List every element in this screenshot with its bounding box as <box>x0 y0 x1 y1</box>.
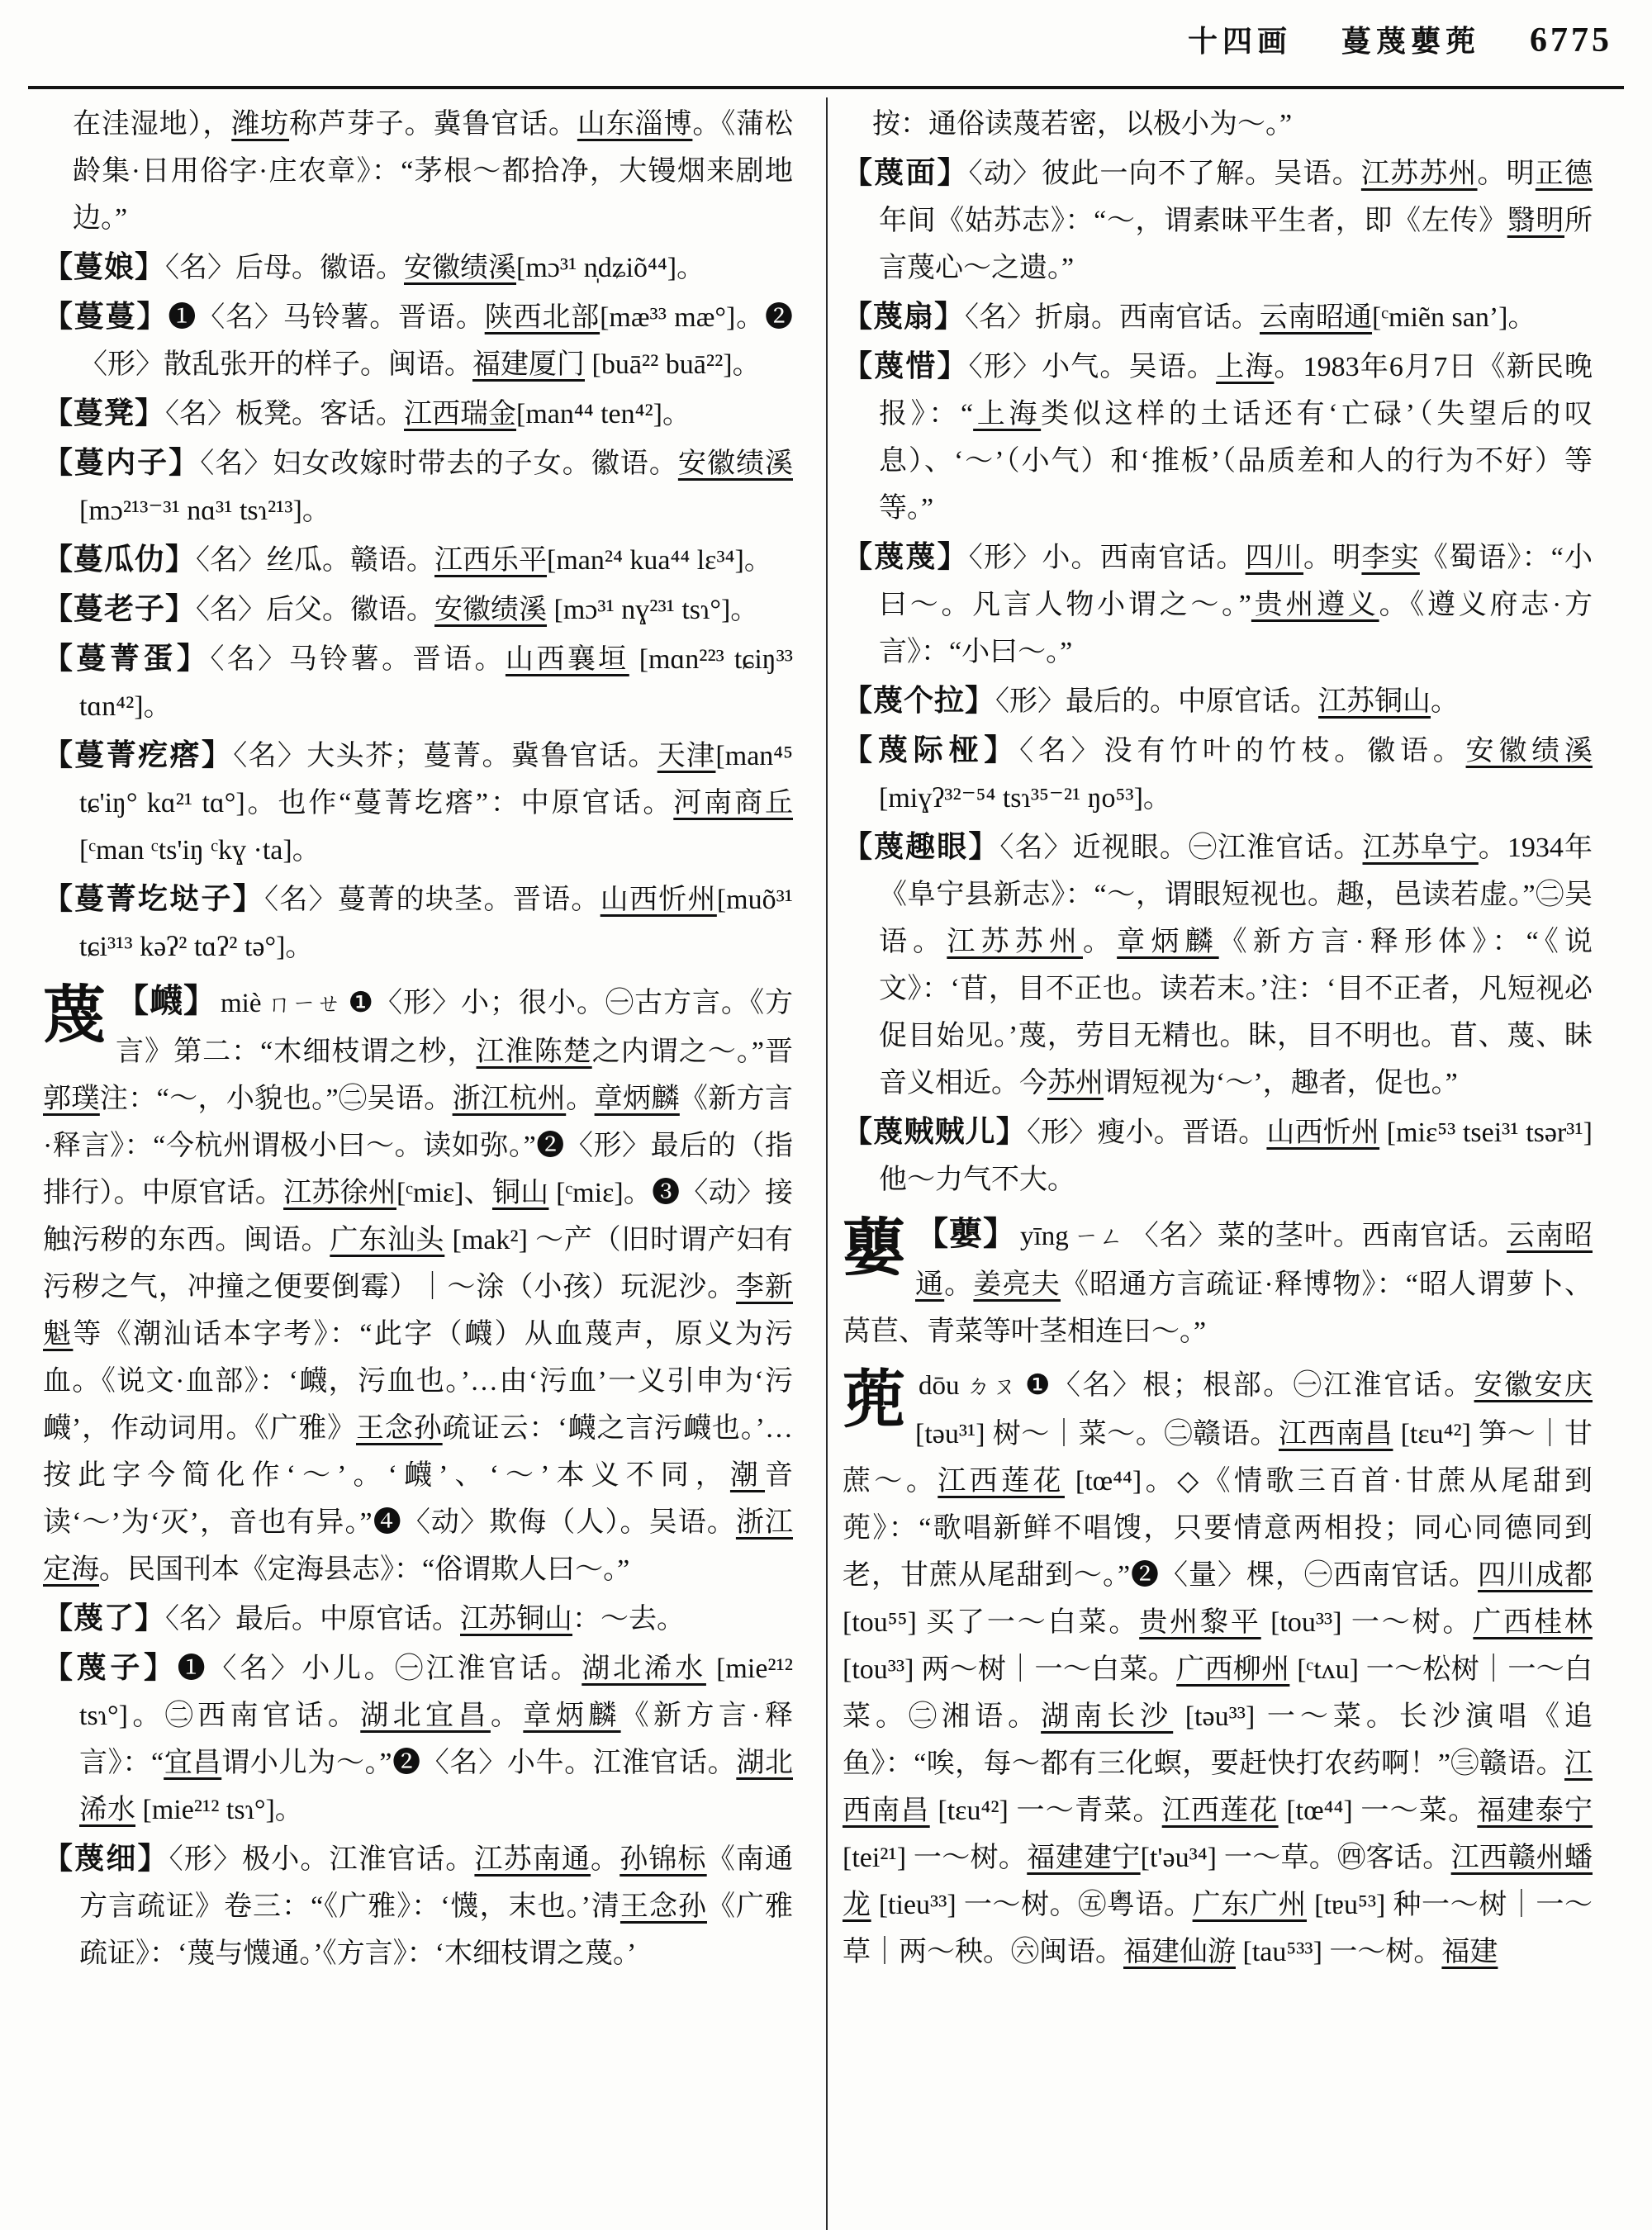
proper-noun: 江西莲花 <box>1161 1796 1279 1826</box>
headword: 【蔓老子】 <box>43 592 197 625</box>
entry-蔑了: 【蔑了】〈名〉最后。中原官话。江苏铜山：～去。 <box>43 1601 686 1635</box>
entry-蔑蔑: 【蔑蔑】〈形〉小。西南官话。四川。明李实《蜀语》：“小曰～。凡言人物小谓之～。”贵州遵义。《遵义府志·方言》：“小曰～。” <box>843 540 1593 667</box>
proper-noun: 山西襄垣 <box>505 644 629 675</box>
proper-noun: 福建仙游 <box>1123 1937 1236 1967</box>
stroke-section-label: 十四画 <box>1187 25 1292 58</box>
proper-noun: 江西赣州蟠龙 <box>843 1843 1593 1920</box>
headword: 【蔓菁圪垯子】 <box>43 882 265 915</box>
zhuyin: ㄉㄡ <box>964 1374 1018 1400</box>
headword: 【蔑子】 <box>43 1651 178 1684</box>
headword: 【蔑趣眼】 <box>843 830 1000 863</box>
proper-noun: 江淮陈楚 <box>476 1037 592 1067</box>
proper-noun: 王念孙 <box>356 1413 443 1444</box>
headword: 【蔓蔓】 <box>43 300 169 333</box>
proper-noun: 天津 <box>657 741 716 771</box>
proper-noun: 江苏苏州 <box>1360 159 1478 189</box>
proper-noun: 广东汕头 <box>330 1225 445 1255</box>
proper-noun: 潍坊 <box>231 109 290 140</box>
headword: 【蔑了】 <box>43 1601 166 1635</box>
proper-noun: 江西南昌 <box>843 1748 1593 1826</box>
headword: 【蔓菁蛋】 <box>43 642 211 675</box>
entry-蔑趣眼: 【蔑趣眼】〈名〉近视眼。㊀江淮官话。江苏阜宁。1934年《阜宁县新志》：“～，谓眼短视也。趣，邑读若虚。”㊁吴语。江苏苏州。章炳麟《新方言·释形体》：“《说文》：‘苜，目不正也。读若末。’注：‘目不正者，凡短视必促目始见。’蔑，劳目无精也。眛，目不明也。苜、蔑、眛音义相近。今苏州谓短视为‘～’，趣者，促也。” <box>843 830 1593 1098</box>
proper-noun: 浙江杭州 <box>452 1084 567 1114</box>
headword: 【蔑惜】 <box>843 349 969 382</box>
entry-蔑惜: 【蔑惜】〈形〉小气。吴语。上海。1983年6月7日《新民晚报》：“上海类似这样的土话还有‘亡碌’（失望后的叹息）、‘～’（小气）和‘推板’（品质差和人的行为不好）等等。” <box>843 349 1593 524</box>
proper-noun: 陕西北部 <box>484 302 601 333</box>
proper-noun: 翳明 <box>1507 206 1565 236</box>
headword: 【蔓内子】 <box>43 446 201 479</box>
right-column <box>843 101 1593 2230</box>
proper-noun: 章炳麟 <box>1117 927 1219 957</box>
proper-noun: 江西南昌 <box>1278 1419 1393 1450</box>
proper-noun: 安徽绩溪 <box>1465 736 1593 766</box>
proper-noun: 江苏阜宁 <box>1362 833 1479 863</box>
headword: 【蔑个拉】 <box>843 684 996 717</box>
proper-noun: 广东广州 <box>1192 1890 1308 1920</box>
entry-蔓内子: 【蔓内子】〈名〉妇女改嫁时带去的子女。徽语。安徽绩溪[mɔ²¹³⁻³¹ nɑ³¹ tsɿ²¹³]。 <box>43 446 793 526</box>
entry-蔓菁圪垯子: 【蔓菁圪垯子】〈名〉蔓菁的块茎。晋语。山西忻州[muõ³¹ tɕi³¹³ kəʔ² tɑʔ² tə°]。 <box>43 882 793 962</box>
proper-noun: 江苏苏州 <box>947 927 1083 957</box>
proper-noun: 安徽安庆 <box>1474 1370 1593 1401</box>
proper-noun: 四川 <box>1245 543 1304 573</box>
headword: 【蔑蔑】 <box>843 540 969 573</box>
proper-noun: 云南昭通 <box>1260 302 1373 333</box>
proper-noun: 章炳麟 <box>594 1084 680 1114</box>
proper-noun: 江苏南通 <box>474 1844 591 1875</box>
zhuyin: ㄧㄥ <box>1073 1224 1124 1250</box>
entry-蔑细: 【蔑细】〈形〉极小。江淮官话。江苏南通。孙锦标《南通方言疏证》卷三：“《广雅》：‘懱，末也。’清王念孙《广雅疏证》：‘蔑与懱通。’《方言》：‘木细枝谓之蔑。’ <box>43 1842 793 1969</box>
headword: 【蔓瓜仂】 <box>43 543 197 576</box>
proper-noun: 王念孙 <box>620 1891 707 1922</box>
proper-noun: 山西忻州 <box>600 885 717 915</box>
zhuyin: ㄇㄧㄝ <box>266 991 342 1018</box>
entry-蔑面: 【蔑面】〈动〉彼此一向不了解。吴语。江苏苏州。明正德年间《姑苏志》：“～，谓素昧平生者，即《左传》翳明所言蔑心～之遗。” <box>843 156 1593 283</box>
proper-noun: 湖北宜昌 <box>360 1701 491 1731</box>
pinyin: yīng <box>1020 1222 1069 1251</box>
entry-蔑扇: 【蔑扇】〈名〉折扇。西南官话。云南昭通[ᶜmiẽn san’]。 <box>843 300 1536 333</box>
proper-noun: 湖南长沙 <box>1041 1701 1174 1732</box>
proper-noun: 正德 <box>1535 159 1593 189</box>
headword: 【蔓凳】 <box>43 396 166 429</box>
proper-noun: 广西桂林 <box>1473 1607 1593 1638</box>
headword: 【蔓娘】 <box>43 250 166 283</box>
big-headword-character: 蘡 <box>843 1214 905 1283</box>
entry-蔓瓜仂: 【蔓瓜仂】〈名〉丝瓜。赣语。江西乐平[man²⁴ kua⁴⁴ lɛ³⁴]。 <box>43 543 772 576</box>
big-headword-character: 蔑 <box>43 981 106 1051</box>
proper-noun: 江苏铜山 <box>460 1604 573 1635</box>
proper-noun: 苏州 <box>1047 1068 1104 1098</box>
proper-noun: 江西莲花 <box>938 1466 1065 1497</box>
proper-noun: 贵州黎平 <box>1139 1607 1261 1638</box>
proper-noun: 郭璞 <box>43 1084 100 1114</box>
text-columns <box>43 101 1619 2230</box>
headword: 【蔑扇】 <box>843 300 966 333</box>
variant-headword: 【衊】 <box>116 982 218 1019</box>
left-column <box>43 101 793 2230</box>
proper-noun: 李实 <box>1361 543 1420 573</box>
continuation-paragraph: 按：通俗读蔑若密，以极小为～。” <box>872 109 1293 140</box>
entry-蔑贼贼儿: 【蔑贼贼儿】〈形〉瘦小。晋语。山西忻州 [miɛ⁵³ tsei³¹ tsər³¹] 他～力气不大。 <box>843 1115 1593 1195</box>
proper-noun: 铜山 <box>491 1178 549 1208</box>
proper-noun: 上海 <box>1216 352 1275 382</box>
proper-noun: 广西柳州 <box>1176 1654 1290 1685</box>
proper-noun: 湖北浠水 <box>582 1654 706 1684</box>
proper-noun: 山东淄博 <box>577 109 693 140</box>
proper-noun: 潮 <box>729 1460 766 1491</box>
big-entry-蘡: 蘡 【蘡】 yīng ㄧㄥ 〈名〉菜的茎叶。西南官话。云南昭通。姜亮夫《昭通方言疏证·释博物》：“昭人谓萝卜、莴苣、青菜等叶茎相连曰～。” <box>843 1210 1593 1355</box>
proper-noun: 福建 <box>1441 1937 1498 1967</box>
headword: 【蔑细】 <box>43 1842 169 1875</box>
entry-蔑际桠: 【蔑际桠】〈名〉没有竹叶的竹枝。徽语。安徽绩溪[miɣʔ³²⁻⁵⁴ tsɿ³⁵⁻²¹ ŋo⁵³]。 <box>843 733 1593 814</box>
big-entry-蔑: 蔑 【衊】 miè ㄇㄧㄝ ❶〈形〉小；很小。㊀古方言。《方言》第二：“木细枝谓之杪，江淮陈楚之内谓之～。”晋郭璞注：“～，小貌也。”㊁吴语。浙江杭州。章炳麟《新方言·释言》：“今杭州谓极小曰～。读如弥。”❷〈形〉最后的（指排行）。中原官话。江苏徐州[ᶜmiɛ]、铜山 [ᶜmiɛ]。❸〈动〉接触污秽的东西。闽语。广东汕头 [mak²] ～产（旧时谓产妇有污秽之气，冲撞之便要倒霉）｜～涂（小孩）玩泥沙。李新魁等《潮汕话本字考》：“此字（衊）从血蔑声，原义为污血。《说文·血部》：‘衊，污血也。’…由‘污血’一义引申为‘污衊’，作动词用。《广雅》王念孙疏证云：‘衊之言污衊也。’…按此字今简化作‘～’。‘衊’、‘～’本义不同，潮音读‘～’为‘灭’，音也有异。”❹〈动〉欺侮（人）。吴语。浙江定海。民国刊本《定海县志》：“俗谓欺人曰～。” <box>43 977 793 1593</box>
entry-蔑子: 【蔑子】❶〈名〉小儿。㊀江淮官话。湖北浠水 [mie²¹² tsɿ°]。㊁西南官话。湖北宜昌。章炳麟《新方言·释言》：“宜昌谓小儿为～。”❷〈名〉小牛。江淮官话。湖北浠水 [mie²¹² tsɿ°]。 <box>43 1651 793 1825</box>
proper-noun: 江苏铜山 <box>1318 686 1431 717</box>
proper-noun: 安徽绩溪 <box>677 448 793 479</box>
entry-蔓老子: 【蔓老子】〈名〉后父。徽语。安徽绩溪 [mɔ³¹ nɣ²³¹ tsɿ°]。 <box>43 592 759 625</box>
page-headwords: 蔓蔑蘡蔸 <box>1341 25 1480 58</box>
proper-noun: 上海 <box>973 399 1042 429</box>
entry-蔓菁疙瘩: 【蔓菁疙瘩】〈名〉大头芥；蔓菁。冀鲁官话。天津[man⁴⁵ tɕ'iŋ° kɑ²¹ tɑ°]。也作“蔓菁圪瘩”：中原官话。河南商丘 [ᶜman ᶜts'iŋ ᶜkɣ ·ta]。 <box>43 738 793 866</box>
proper-noun: 河南商丘 <box>673 788 793 818</box>
proper-noun: 江西瑞金 <box>404 399 517 429</box>
pinyin: dōu <box>919 1371 960 1401</box>
proper-noun: 江苏徐州 <box>283 1178 396 1208</box>
proper-noun: 云南昭通 <box>915 1221 1593 1300</box>
entry-蔓凳: 【蔓凳】〈名〉板凳。客话。江西瑞金[man⁴⁴ ten⁴²]。 <box>43 396 691 429</box>
proper-noun: 安徽绩溪 <box>404 253 517 283</box>
proper-noun: 四川成都 <box>1478 1560 1593 1591</box>
running-head <box>0 18 1612 76</box>
proper-noun: 章炳麟 <box>523 1701 621 1731</box>
proper-noun: 贵州遵义 <box>1251 590 1379 620</box>
page-number: 6775 <box>1530 21 1612 59</box>
proper-noun: 福建建宁 <box>1027 1843 1141 1873</box>
proper-noun: 宜昌 <box>164 1748 222 1778</box>
headword: 【蔑际桠】 <box>843 733 1020 766</box>
header-rule <box>28 86 1624 89</box>
proper-noun: 江西乐平 <box>434 545 548 576</box>
proper-noun: 浙江定海 <box>43 1507 793 1585</box>
headword: 【蔓菁疙瘩】 <box>43 738 234 771</box>
proper-noun: 姜亮夫 <box>973 1269 1061 1300</box>
continuation-paragraph: 在洼湿地），潍坊称芦芽子。冀鲁官话。山东淄博。《蒲松龄集·日用俗字·庄农章》：“茅根～都拾净，大镘烟来剧地边。” <box>73 109 793 234</box>
proper-noun: 安徽绩溪 <box>434 595 548 625</box>
entry-蔓娘: 【蔓娘】〈名〉后母。徽语。安徽绩溪[mɔ³¹ n̩dʑiõ⁴⁴]。 <box>43 250 705 283</box>
proper-noun: 福建泰宁 <box>1477 1796 1593 1826</box>
proper-noun: 山西忻州 <box>1266 1117 1380 1148</box>
pinyin: miè <box>221 989 262 1018</box>
entry-蔓菁蛋: 【蔓菁蛋】〈名〉马铃薯。晋语。山西襄垣 [mɑn²²³ tɕiŋ³³ tɑn⁴²]。 <box>43 642 793 722</box>
headword: 【蔑面】 <box>843 156 969 189</box>
entry-蔓蔓: 【蔓蔓】❶〈名〉马铃薯。晋语。陕西北部[mæ³³ mæ°]。❷〈形〉散乱张开的样子。闽语。福建厦门 [buā²² buā²²]。 <box>43 300 793 380</box>
entry-蔑个拉: 【蔑个拉】〈形〉最后的。中原官话。江苏铜山。 <box>843 684 1460 717</box>
proper-noun: 孙锦标 <box>620 1844 707 1875</box>
proper-noun: 李新魁 <box>43 1272 793 1350</box>
big-headword-character: 蔸 <box>843 1366 905 1435</box>
variant-headword: 【蘡】 <box>915 1215 1018 1252</box>
proper-noun: 湖北浠水 <box>79 1748 793 1825</box>
big-entry-蔸: 蔸dōu ㄉㄡ ❶〈名〉根；根部。㊀江淮官话。安徽安庆 [təu³¹] 树～｜菜～。㊁赣语。江西南昌 [tɛu⁴²] 笋～｜甘蔗～。江西莲花 [tœ⁴⁴]。◇《情歌三百首·甘蔗从尾甜到蔸》：“歌唱新鲜不唱馊，只要情意两相投；同心同德同到老，甘蔗从尾甜到～。”❷〈量〉棵，㊀西南官话。四川成都 [tou⁵⁵] 买了一～白菜。贵州黎平 [tou³³] 一～树。广西桂林 [tou³³] 两～树｜一～白菜。广西柳州 [ᶜtʌu] 一～松树｜一～白菜。㊁湘语。湖南长沙 [təu³³] 一～菜。长沙演唱《追鱼》：“唉，每～都有三化螟，要赶快打农药啊！”㊂赣语。江西南昌 [tɛu⁴²] 一～青菜。江西莲花 [tœ⁴⁴] 一～菜。福建泰宁 [tei²¹] 一～树。福建建宁[t'əu³⁴] 一～草。㊃客话。江西赣州蟠龙 [tieu³³] 一～树。㊄粤语。广东广州 [tɐu⁵³] 种一～树｜一～草｜两～秧。㊅闽语。福建仙游 [tau⁵³³] 一～树。福建 <box>843 1362 1593 1976</box>
headword: 【蔑贼贼儿】 <box>843 1115 1027 1148</box>
proper-noun: 福建厦门 <box>472 349 585 380</box>
